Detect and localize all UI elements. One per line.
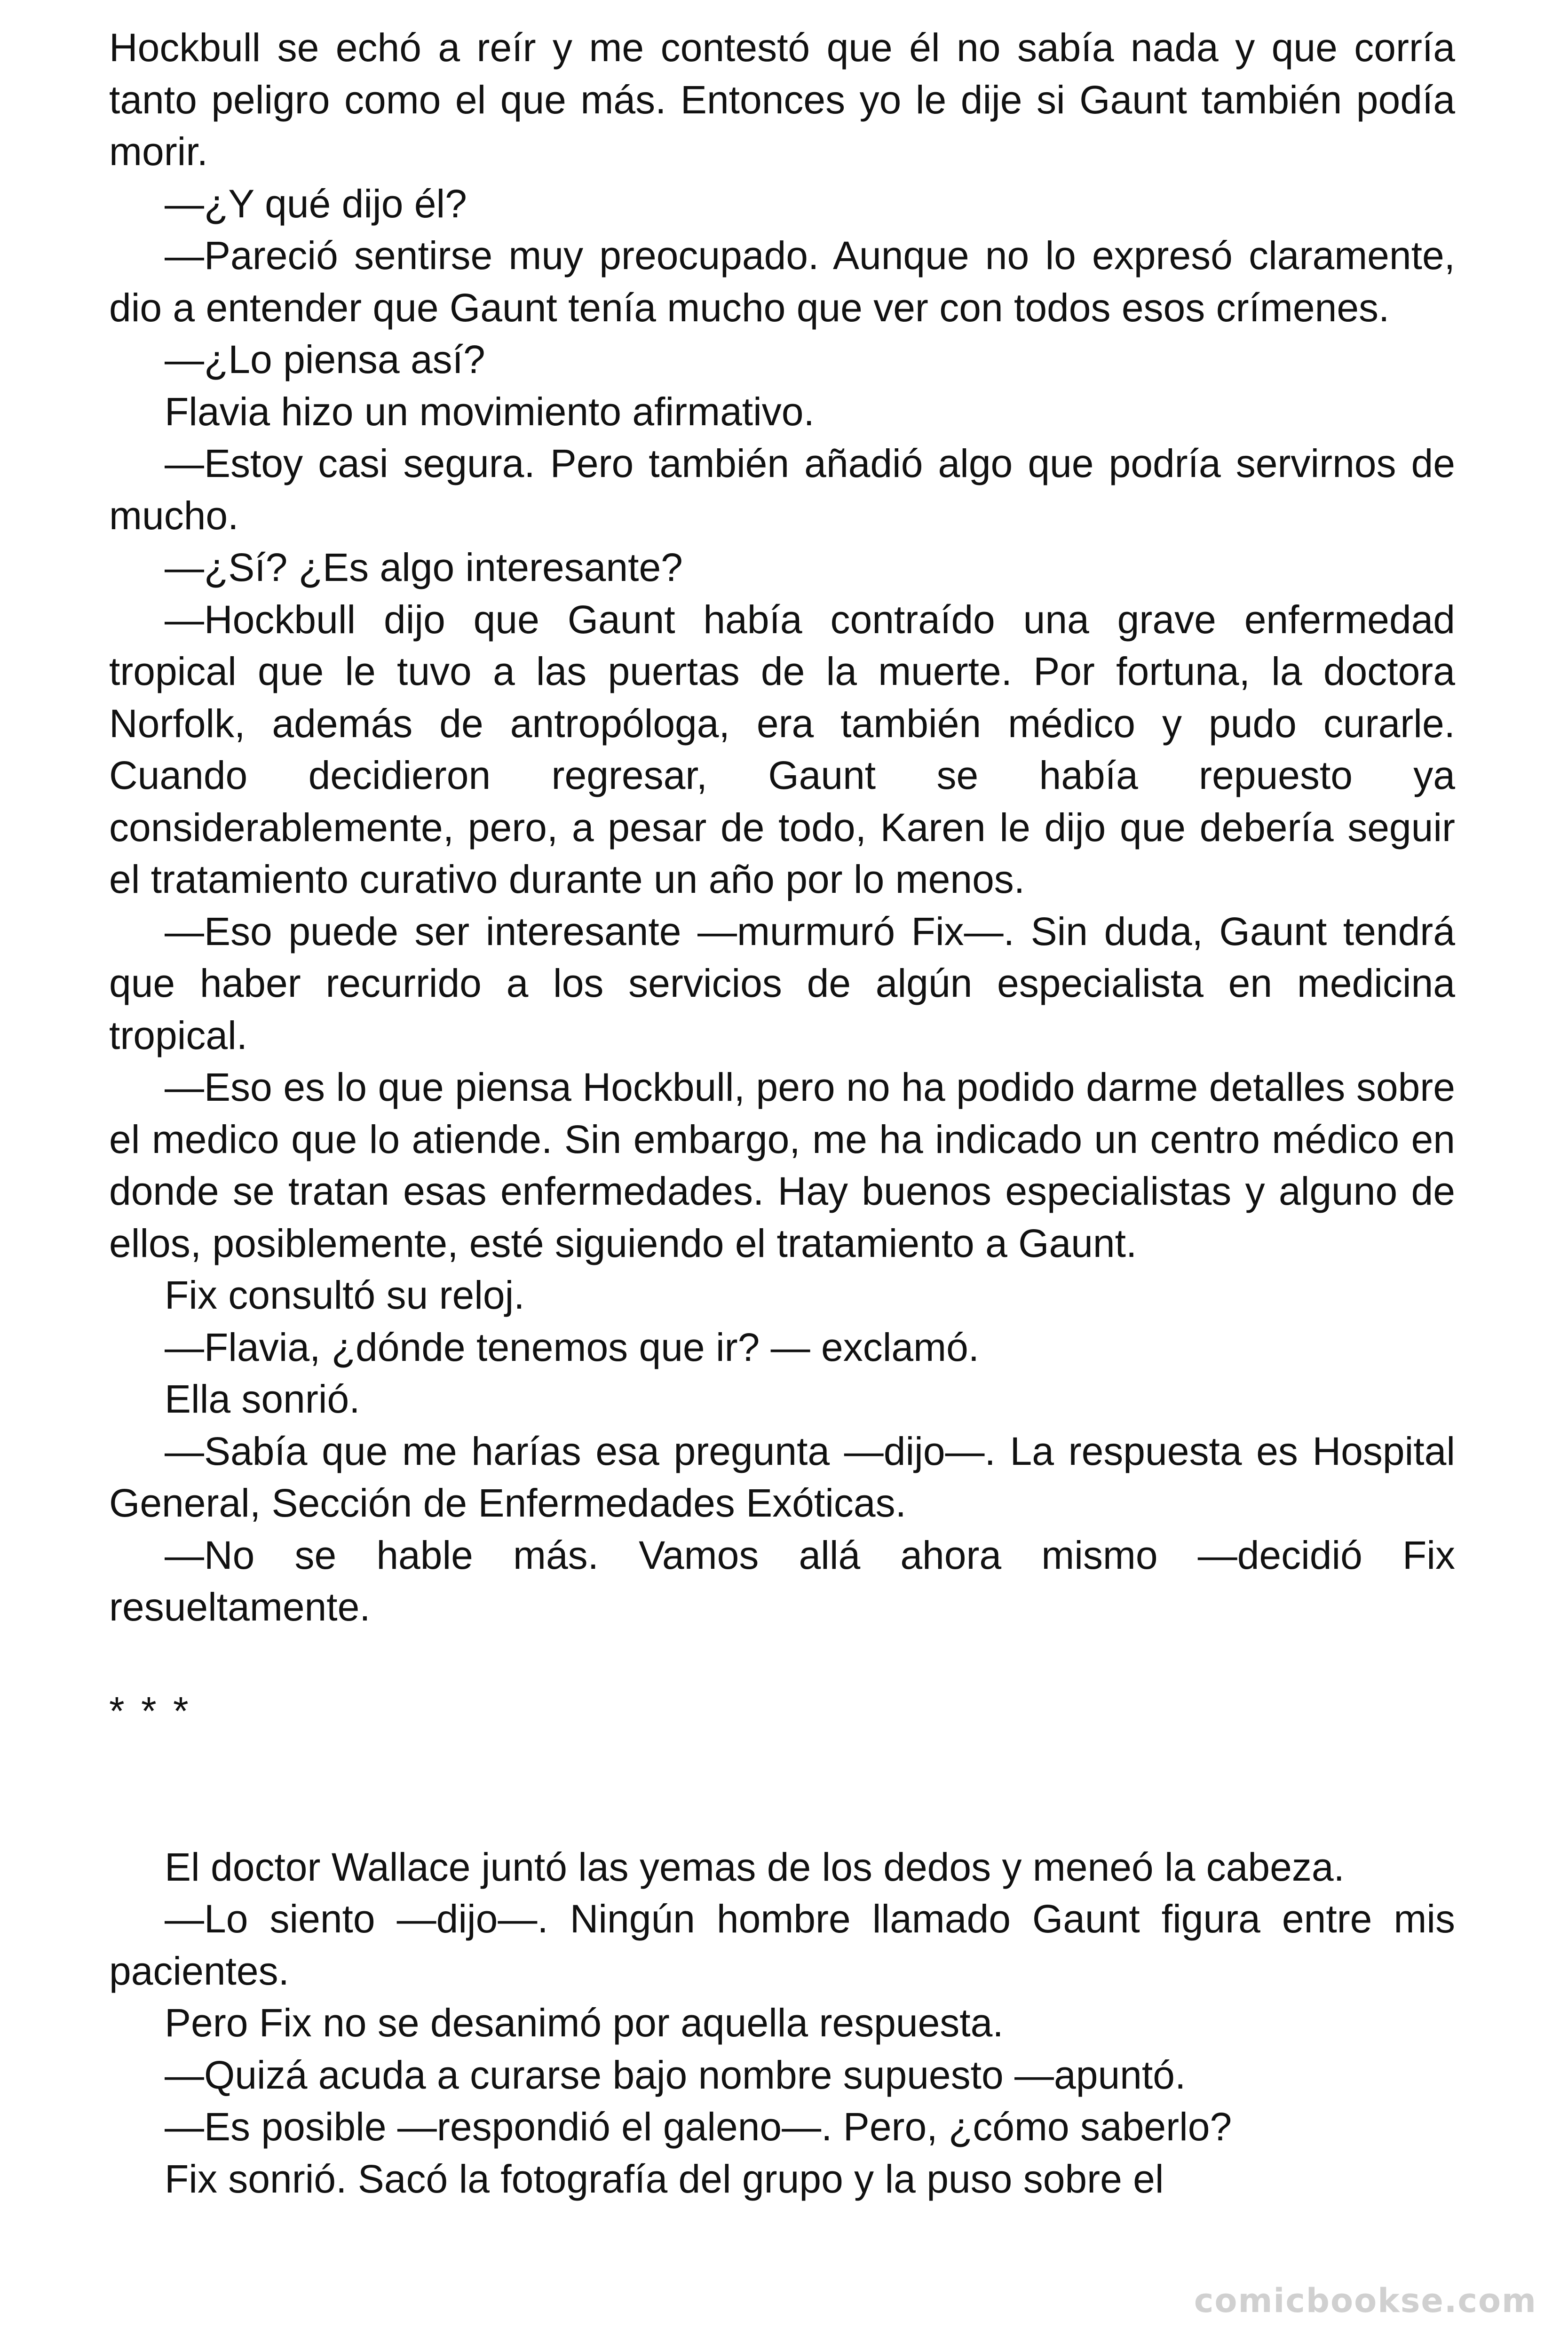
paragraph: —Quizá acuda a curarse bajo nombre supuesto —apuntó. bbox=[165, 2052, 1186, 2097]
paragraph: —Pareció sentirse muy preocupado. Aunque no lo expresó claramente, dio a entender que Gaunt tenía mucho que ver con todos esos crímenes. bbox=[109, 233, 1455, 330]
scene-separator: * * * bbox=[109, 1689, 191, 1733]
paragraph: Hockbull se echó a reír y me contestó que él no sabía nada y que corría tanto peligro como el que más. Entonces yo le dije si Gaunt también podía morir. bbox=[109, 25, 1455, 174]
paragraph: —Lo siento —dijo—. Ningún hombre llamado Gaunt figura entre mis pacientes. bbox=[109, 1897, 1455, 1993]
paragraph: —Hockbull dijo que Gaunt había contraído una grave enfermedad tropical que le tuvo a las puertas de la muerte. Por fortuna, la doctora Norfolk, además de antropóloga, era también médico y pudo curarle. Cuando decidieron regresar, Gaunt se había repuesto ya considerablemente, pero, a pesar de todo, Karen le dijo que debería seguir el tratamiento curativo durante un año por lo menos. bbox=[109, 597, 1455, 901]
paragraph: —Estoy casi segura. Pero también añadió algo que podría servirnos de mucho. bbox=[109, 441, 1455, 538]
paragraph: —Eso es lo que piensa Hockbull, pero no ha podido darme detalles sobre el medico que lo atiende. Sin embargo, me ha indicado un centro médico en donde se tratan esas enfermedades. Hay buenos especialistas y alguno de ellos, posiblemente, esté siguiendo el tratamiento a Gaunt. bbox=[109, 1065, 1455, 1265]
paragraph: Flavia hizo un movimiento afirmativo. bbox=[165, 389, 815, 434]
paragraph: —¿Lo piensa así? bbox=[165, 337, 485, 381]
paragraph: —¿Sí? ¿Es algo interesante? bbox=[165, 545, 683, 589]
paragraph: Ella sonrió. bbox=[165, 1377, 360, 1421]
watermark-text: comicbookse.com bbox=[1194, 2281, 1537, 2320]
paragraph: —Sabía que me harías esa pregunta —dijo—. La respuesta es Hospital General, Sección de Enfermedades Exóticas. bbox=[109, 1429, 1455, 1525]
paragraph: —Eso puede ser interesante —murmuró Fix—. Sin duda, Gaunt tendrá que haber recurrido a los servicios de algún especialista en medicina tropical. bbox=[109, 909, 1455, 1057]
paragraph: Fix consultó su reloj. bbox=[165, 1273, 525, 1317]
paragraph: Pero Fix no se desanimó por aquella respuesta. bbox=[165, 2001, 1004, 2045]
paragraph: —No se hable más. Vamos allá ahora mismo —decidió Fix resueltamente. bbox=[109, 1533, 1455, 1629]
paragraph: —Es posible —respondió el galeno—. Pero, ¿cómo saberlo? bbox=[165, 2105, 1232, 2149]
text-section-after-break bbox=[109, 1841, 1455, 2205]
paragraph: —Flavia, ¿dónde tenemos que ir? — exclamó. bbox=[165, 1325, 980, 1369]
paragraph: —¿Y qué dijo él? bbox=[165, 181, 467, 226]
text-section-before-break bbox=[109, 22, 1455, 1633]
paragraph: Fix sonrió. Sacó la fotografía del grupo y la puso sobre el bbox=[165, 2156, 1164, 2201]
paragraph: El doctor Wallace juntó las yemas de los dedos y meneó la cabeza. bbox=[165, 1844, 1345, 1889]
page-text bbox=[109, 22, 1455, 2205]
